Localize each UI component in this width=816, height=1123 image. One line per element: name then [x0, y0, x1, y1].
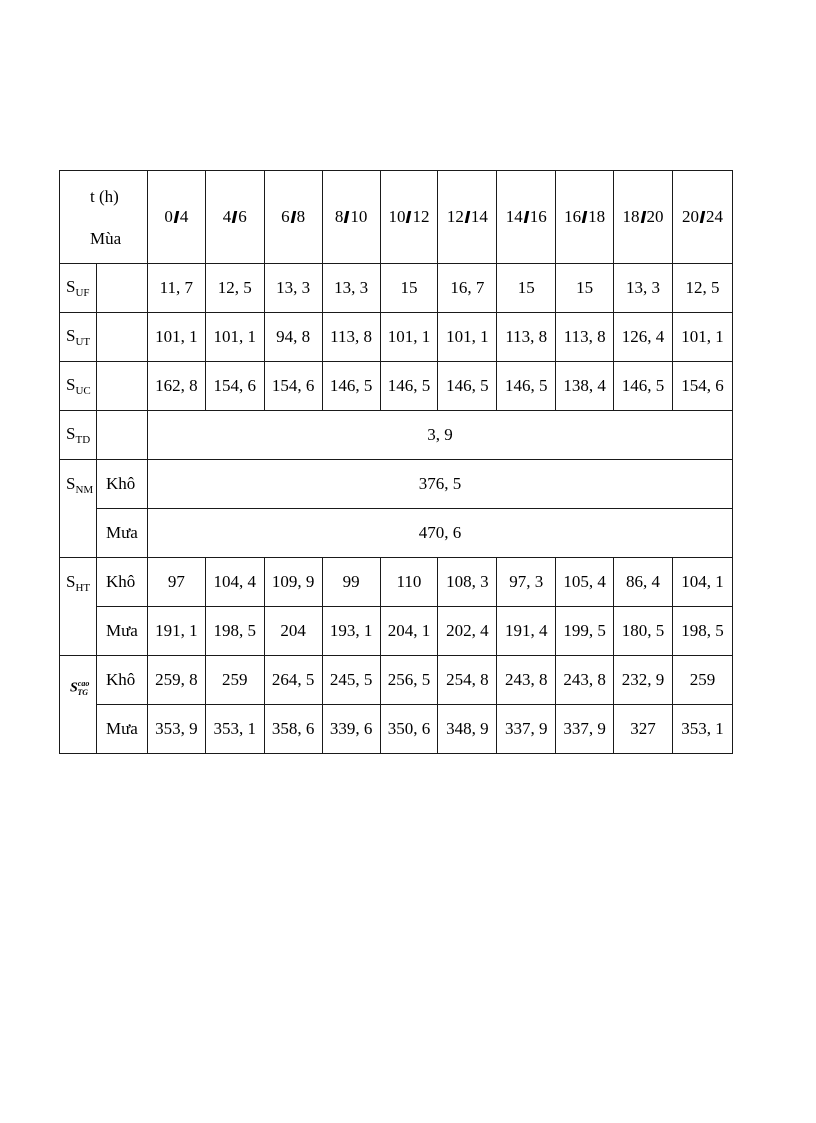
season-label-dry: Khô	[96, 460, 147, 509]
table-cell: 16, 7	[438, 264, 497, 313]
table-cell: 13, 3	[322, 264, 380, 313]
table-cell: 202, 4	[438, 607, 497, 656]
table-cell: 101, 1	[147, 313, 205, 362]
table-cell: 126, 4	[614, 313, 673, 362]
table-cell: 105, 4	[556, 558, 614, 607]
table-cell: 101, 1	[205, 313, 264, 362]
table-cell: 146, 5	[614, 362, 673, 411]
table-cell: 154, 6	[264, 362, 322, 411]
empty-cell	[96, 313, 147, 362]
table-cell: 337, 9	[497, 705, 556, 754]
load-table	[59, 170, 733, 754]
empty-cell	[96, 362, 147, 411]
row-label-suc: $S_{UC}$	[60, 362, 97, 411]
table-cell: 110	[380, 558, 438, 607]
interval-header: 10 12	[380, 171, 438, 264]
table-row-sut	[60, 313, 733, 362]
table-row-std	[60, 411, 733, 460]
table-cell: 350, 6	[380, 705, 438, 754]
corner-season-label: Mùa	[90, 229, 122, 248]
table-cell: 243, 8	[556, 656, 614, 705]
table-cell: 154, 6	[673, 362, 733, 411]
interval-header: 8 10	[322, 171, 380, 264]
table-cell: 198, 5	[205, 607, 264, 656]
table-cell: 15	[497, 264, 556, 313]
table-cell: 232, 9	[614, 656, 673, 705]
season-label-rainy: Mưa	[96, 705, 147, 754]
row-label-sut: $S_{UT}$	[60, 313, 97, 362]
table-cell: 109, 9	[264, 558, 322, 607]
table-cell: 113, 8	[556, 313, 614, 362]
row-label-snm: $S_{NM}$	[60, 460, 97, 558]
table-cell: 191, 4	[497, 607, 556, 656]
table-cell: 198, 5	[673, 607, 733, 656]
table-cell: 15	[556, 264, 614, 313]
table-cell: 180, 5	[614, 607, 673, 656]
interval-header: 0 4	[147, 171, 205, 264]
table-cell: 199, 5	[556, 607, 614, 656]
table-cell: 11, 7	[147, 264, 205, 313]
table-cell: 259	[205, 656, 264, 705]
interval-separator	[174, 211, 180, 223]
corner-time-label: t (h)	[90, 187, 119, 206]
season-label-dry: Khô	[96, 558, 147, 607]
table-cell: 12, 5	[205, 264, 264, 313]
empty-cell	[96, 411, 147, 460]
interval-header: 14 16	[497, 171, 556, 264]
table-cell: 259, 8	[147, 656, 205, 705]
table-cell: 99	[322, 558, 380, 607]
interval-separator	[523, 211, 529, 223]
table-cell: 259	[673, 656, 733, 705]
table-cell: 348, 9	[438, 705, 497, 754]
table-cell: 113, 8	[322, 313, 380, 362]
interval-header: 12 14	[438, 171, 497, 264]
interval-header: 4 6	[205, 171, 264, 264]
table-cell: 104, 4	[205, 558, 264, 607]
merged-value-cell: 376, 5	[147, 460, 732, 509]
table-cell: 264, 5	[264, 656, 322, 705]
season-label-rainy: Mưa	[96, 509, 147, 558]
table-cell: 154, 6	[205, 362, 264, 411]
table-row-snm-rainy	[60, 509, 733, 558]
table-cell: 204, 1	[380, 607, 438, 656]
table-cell: 101, 1	[380, 313, 438, 362]
table-cell: 146, 5	[438, 362, 497, 411]
interval-separator	[290, 211, 296, 223]
table-cell: 191, 1	[147, 607, 205, 656]
table-cell: 12, 5	[673, 264, 733, 313]
table-cell: 146, 5	[497, 362, 556, 411]
season-label-dry: Khô	[96, 656, 147, 705]
interval-separator	[344, 211, 350, 223]
table-cell: 358, 6	[264, 705, 322, 754]
season-label-rainy: Mưa	[96, 607, 147, 656]
table-cell: 94, 8	[264, 313, 322, 362]
table-cell: 243, 8	[497, 656, 556, 705]
table-cell: 101, 1	[673, 313, 733, 362]
interval-header: 6 8	[264, 171, 322, 264]
corner-cell	[60, 171, 148, 264]
table-row-stg-rainy	[60, 705, 733, 754]
row-label-sht: $S_{HT}$	[60, 558, 97, 656]
interval-separator	[700, 211, 706, 223]
table-cell: 327	[614, 705, 673, 754]
table-cell: 353, 1	[205, 705, 264, 754]
table-cell: 254, 8	[438, 656, 497, 705]
table-cell: 256, 5	[380, 656, 438, 705]
empty-cell	[96, 264, 147, 313]
table-cell: 104, 1	[673, 558, 733, 607]
table-cell: 337, 9	[556, 705, 614, 754]
table-row-suc	[60, 362, 733, 411]
table-cell: 108, 3	[438, 558, 497, 607]
interval-separator	[232, 211, 238, 223]
row-label-stg	[60, 656, 97, 754]
table-cell: 97	[147, 558, 205, 607]
table-cell: 193, 1	[322, 607, 380, 656]
interval-separator	[465, 211, 471, 223]
table-cell: 86, 4	[614, 558, 673, 607]
header-row	[60, 171, 733, 264]
interval-header: 20 24	[673, 171, 733, 264]
table-cell: 162, 8	[147, 362, 205, 411]
table-cell: 353, 9	[147, 705, 205, 754]
table-cell: 245, 5	[322, 656, 380, 705]
row-label-suf: $S_{UF}$	[60, 264, 97, 313]
interval-header: 16 18	[556, 171, 614, 264]
table-cell: 146, 5	[380, 362, 438, 411]
table-cell: 138, 4	[556, 362, 614, 411]
interval-separator	[640, 211, 646, 223]
table-cell: 113, 8	[497, 313, 556, 362]
table-cell: 339, 6	[322, 705, 380, 754]
table-row-sht-dry	[60, 558, 733, 607]
interval-separator	[582, 211, 588, 223]
merged-value-cell: 3, 9	[147, 411, 732, 460]
row-label-std: $S_{TD}$	[60, 411, 97, 460]
table-cell: 13, 3	[264, 264, 322, 313]
table-cell: 15	[380, 264, 438, 313]
table-cell: 146, 5	[322, 362, 380, 411]
table-cell: 353, 1	[673, 705, 733, 754]
table-row-sht-rainy	[60, 607, 733, 656]
table-row-suf	[60, 264, 733, 313]
merged-value-cell: 470, 6	[147, 509, 732, 558]
table-cell: 101, 1	[438, 313, 497, 362]
interval-header: 18 20	[614, 171, 673, 264]
table-cell: 13, 3	[614, 264, 673, 313]
table-cell: 97, 3	[497, 558, 556, 607]
stg-symbol: $S^{cao}_{TG}$	[70, 679, 90, 697]
table-row-snm-dry	[60, 460, 733, 509]
table-row-stg-dry	[60, 656, 733, 705]
interval-separator	[406, 211, 412, 223]
table-cell: 204	[264, 607, 322, 656]
